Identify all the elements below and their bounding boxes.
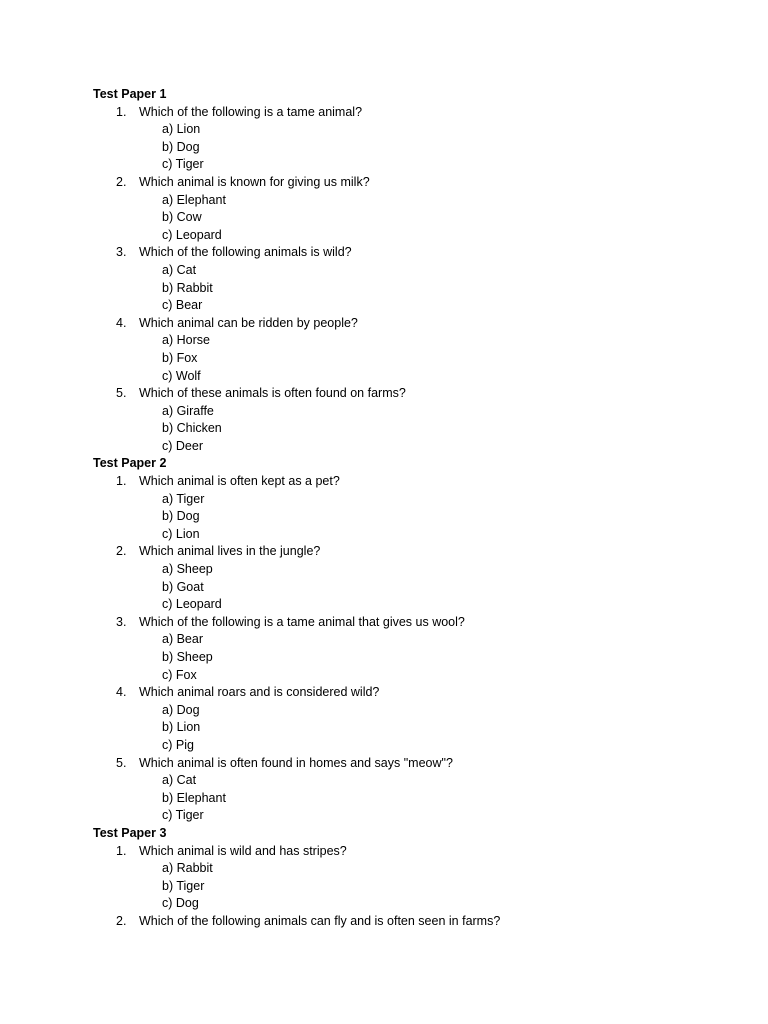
question-item <box>0 473 768 491</box>
question-item <box>0 244 768 262</box>
answer-option: b) Dog <box>162 139 200 154</box>
answer-option: a) Cat <box>162 773 197 788</box>
question-item <box>0 913 768 931</box>
question-item <box>0 104 768 122</box>
answer-option: b) Rabbit <box>162 280 213 295</box>
question-number: 1. <box>116 104 127 119</box>
answer-option: c) Lion <box>162 526 200 541</box>
question-text: Which of the following is a tame animal that gives us wool? <box>139 614 465 629</box>
question-number: 4. <box>116 685 127 700</box>
answer-option: a) Dog <box>162 702 200 717</box>
answer-option: b) Goat <box>162 579 204 594</box>
question-text: Which animal lives in the jungle? <box>139 544 321 559</box>
question-text: Which of these animals is often found on farms? <box>139 386 406 401</box>
question-text: Which of the following animals is wild? <box>139 245 352 260</box>
question-number: 3. <box>116 245 127 260</box>
question-item <box>0 684 768 702</box>
question-number: 5. <box>116 386 127 401</box>
question-text: Which of the following animals can fly and is often seen in farms? <box>139 913 501 928</box>
test-paper-title: Test Paper 1 <box>93 87 167 101</box>
question-item <box>0 315 768 333</box>
question-number: 2. <box>116 174 127 189</box>
answer-option: a) Sheep <box>162 562 213 577</box>
answer-option: c) Tiger <box>162 157 204 172</box>
question-item <box>0 614 768 632</box>
answer-option: b) Dog <box>162 509 200 524</box>
question-number: 4. <box>116 315 127 330</box>
question-number: 2. <box>116 544 127 559</box>
answer-option: a) Giraffe <box>162 403 214 418</box>
question-number: 1. <box>116 474 127 489</box>
answer-option: c) Dog <box>162 896 199 911</box>
answer-option: a) Bear <box>162 632 203 647</box>
test-paper-title: Test Paper 3 <box>93 825 167 840</box>
answer-option: a) Cat <box>162 262 197 277</box>
answer-option: a) Horse <box>162 333 210 348</box>
answer-option: a) Rabbit <box>162 861 213 876</box>
document-page <box>0 86 768 931</box>
question-item <box>0 385 768 403</box>
question-number: 3. <box>116 614 127 629</box>
answer-option: c) Leopard <box>162 227 222 242</box>
question-text: Which animal can be ridden by people? <box>139 315 358 330</box>
answer-option: c) Deer <box>162 438 203 453</box>
question-text: Which animal is often found in homes and says "meow"? <box>139 755 453 770</box>
answer-option: c) Pig <box>162 737 194 752</box>
question-item <box>0 174 768 192</box>
question-number: 1. <box>116 843 127 858</box>
answer-option: c) Wolf <box>162 368 201 383</box>
answer-option: a) Tiger <box>162 491 205 506</box>
answer-option: b) Fox <box>162 350 198 365</box>
answer-option: b) Tiger <box>162 878 205 893</box>
test-paper-title: Test Paper 2 <box>93 456 167 471</box>
answer-option: c) Tiger <box>162 808 204 823</box>
answer-option: c) Fox <box>162 667 197 682</box>
answer-option: b) Elephant <box>162 790 226 805</box>
answer-option: a) Elephant <box>162 192 226 207</box>
question-text: Which animal is often kept as a pet? <box>139 474 340 489</box>
answer-option: a) Lion <box>162 122 201 137</box>
question-item <box>0 543 768 561</box>
answer-option: c) Bear <box>162 298 203 313</box>
answer-option: c) Leopard <box>162 597 222 612</box>
question-number: 2. <box>116 913 127 928</box>
question-number: 5. <box>116 755 127 770</box>
answer-option: b) Chicken <box>162 421 222 436</box>
answer-option: b) Lion <box>162 720 201 735</box>
question-text: Which animal is wild and has stripes? <box>139 843 347 858</box>
answer-option: b) Cow <box>162 210 202 225</box>
question-text: Which of the following is a tame animal? <box>139 104 363 119</box>
question-item <box>0 755 768 773</box>
question-text: Which animal is known for giving us milk? <box>139 174 370 189</box>
question-item <box>0 843 768 861</box>
question-text: Which animal roars and is considered wild? <box>139 685 380 700</box>
answer-option: b) Sheep <box>162 650 213 664</box>
